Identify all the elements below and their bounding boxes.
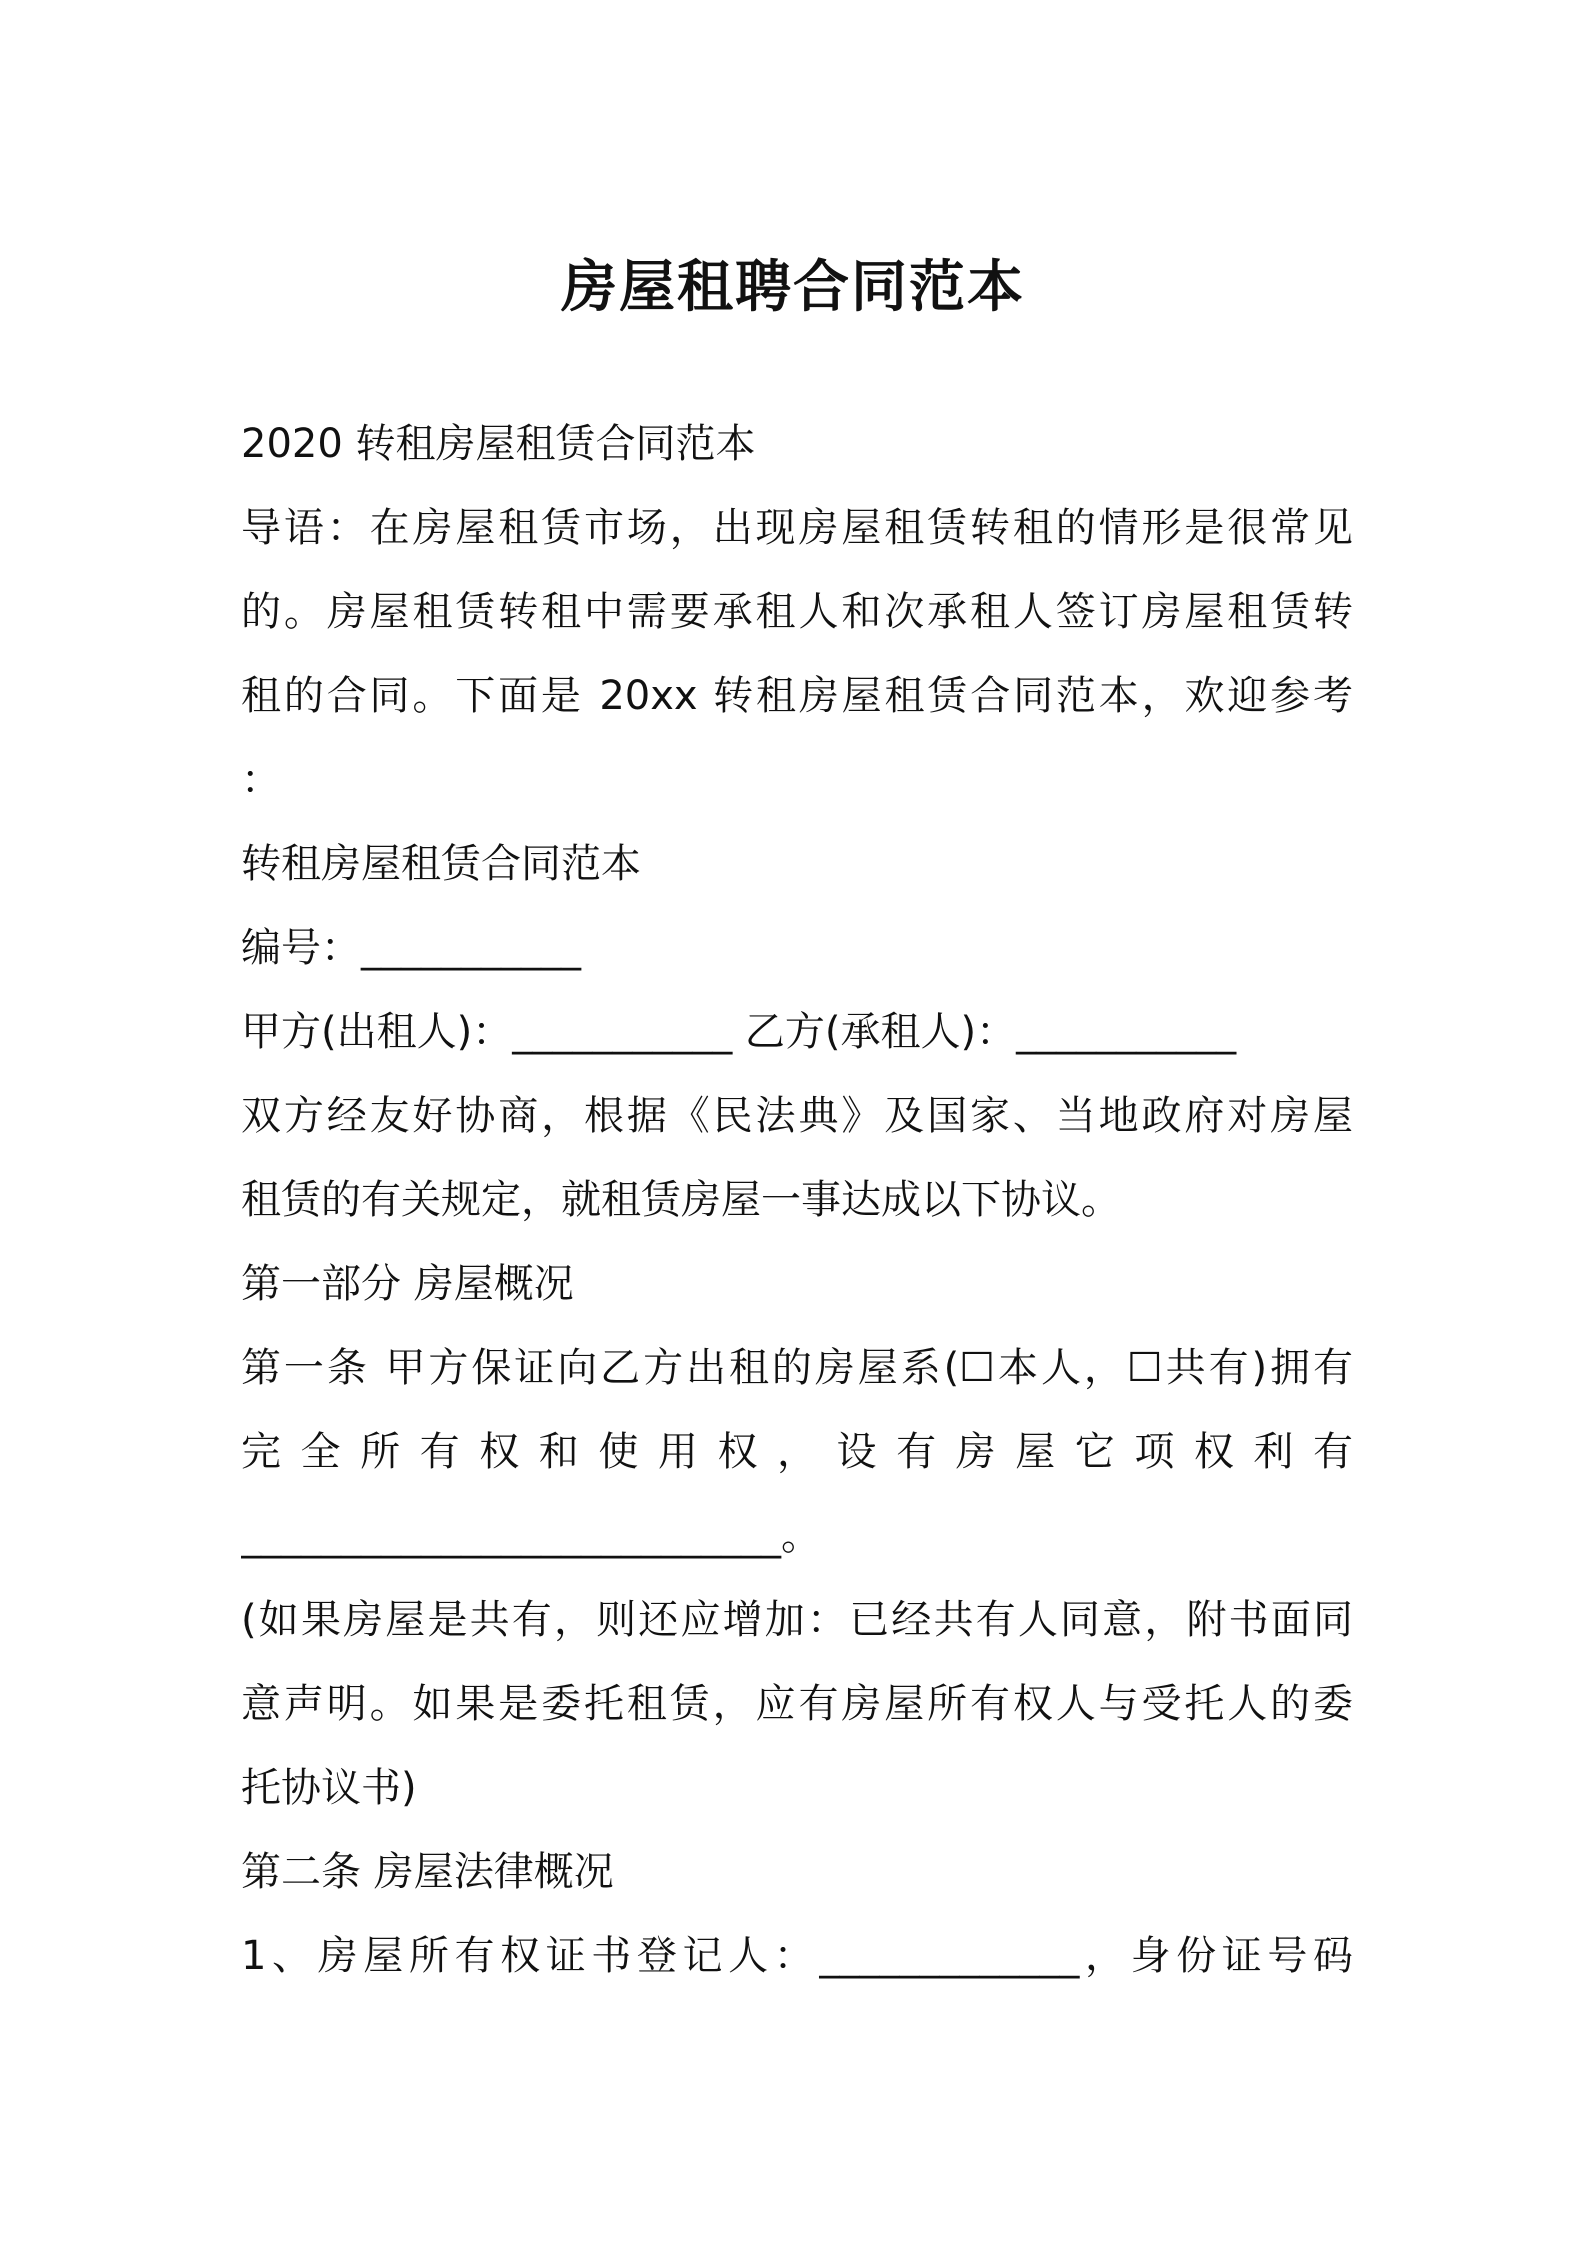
document-title: 房屋租聘合同范本 xyxy=(561,255,1025,320)
intro-line-1: 导语：在房屋租赁市场，出现房屋租赁转租的情形是很常见 xyxy=(241,505,1353,551)
contract-number-line: 编号：___________ xyxy=(241,925,581,971)
parties-line: 甲方(出租人)：___________ 乙方(承租人)：___________ xyxy=(241,1009,1237,1055)
intro-line-3: 租的合同。下面是 20xx 转租房屋租赁合同范本，欢迎参考 xyxy=(241,673,1353,719)
intro-line-4: ： xyxy=(241,757,281,803)
agreement-line-1: 双方经友好协商，根据《民法典》及国家、当地政府对房屋 xyxy=(241,1093,1353,1139)
agreement-line-2: 租赁的有关规定，就租赁房屋一事达成以下协议。 xyxy=(241,1177,1121,1223)
article-two-line-1: 1、房屋所有权证书登记人：_____________，身份证号码 xyxy=(241,1933,1353,1979)
intro-line-2: 的。房屋租赁转租中需要承租人和次承租人签订房屋租赁转 xyxy=(241,589,1353,635)
part-one-heading: 第一部分 房屋概况 xyxy=(241,1261,574,1307)
article-two-heading: 第二条 房屋法律概况 xyxy=(241,1849,614,1895)
document-body xyxy=(241,402,1353,1998)
section-heading: 转租房屋租赁合同范本 xyxy=(241,841,641,887)
subtitle-line: 2020 转租房屋租赁合同范本 xyxy=(241,421,756,467)
note-line-1: (如果房屋是共有，则还应增加：已经共有人同意，附书面同 xyxy=(241,1597,1353,1643)
note-line-2: 意声明。如果是委托租赁，应有房屋所有权人与受托人的委 xyxy=(241,1681,1353,1727)
article-one-line-3: ___________________________。 xyxy=(241,1513,821,1559)
article-one-line-2: 完 全 所 有 权 和 使 用 权 ， 设 有 房 屋 它 项 权 利 有 xyxy=(241,1429,1353,1475)
article-one-line-1: 第一条 甲方保证向乙方出租的房屋系(☐本人，☐共有)拥有 xyxy=(241,1345,1353,1391)
note-line-3: 托协议书) xyxy=(241,1765,417,1811)
